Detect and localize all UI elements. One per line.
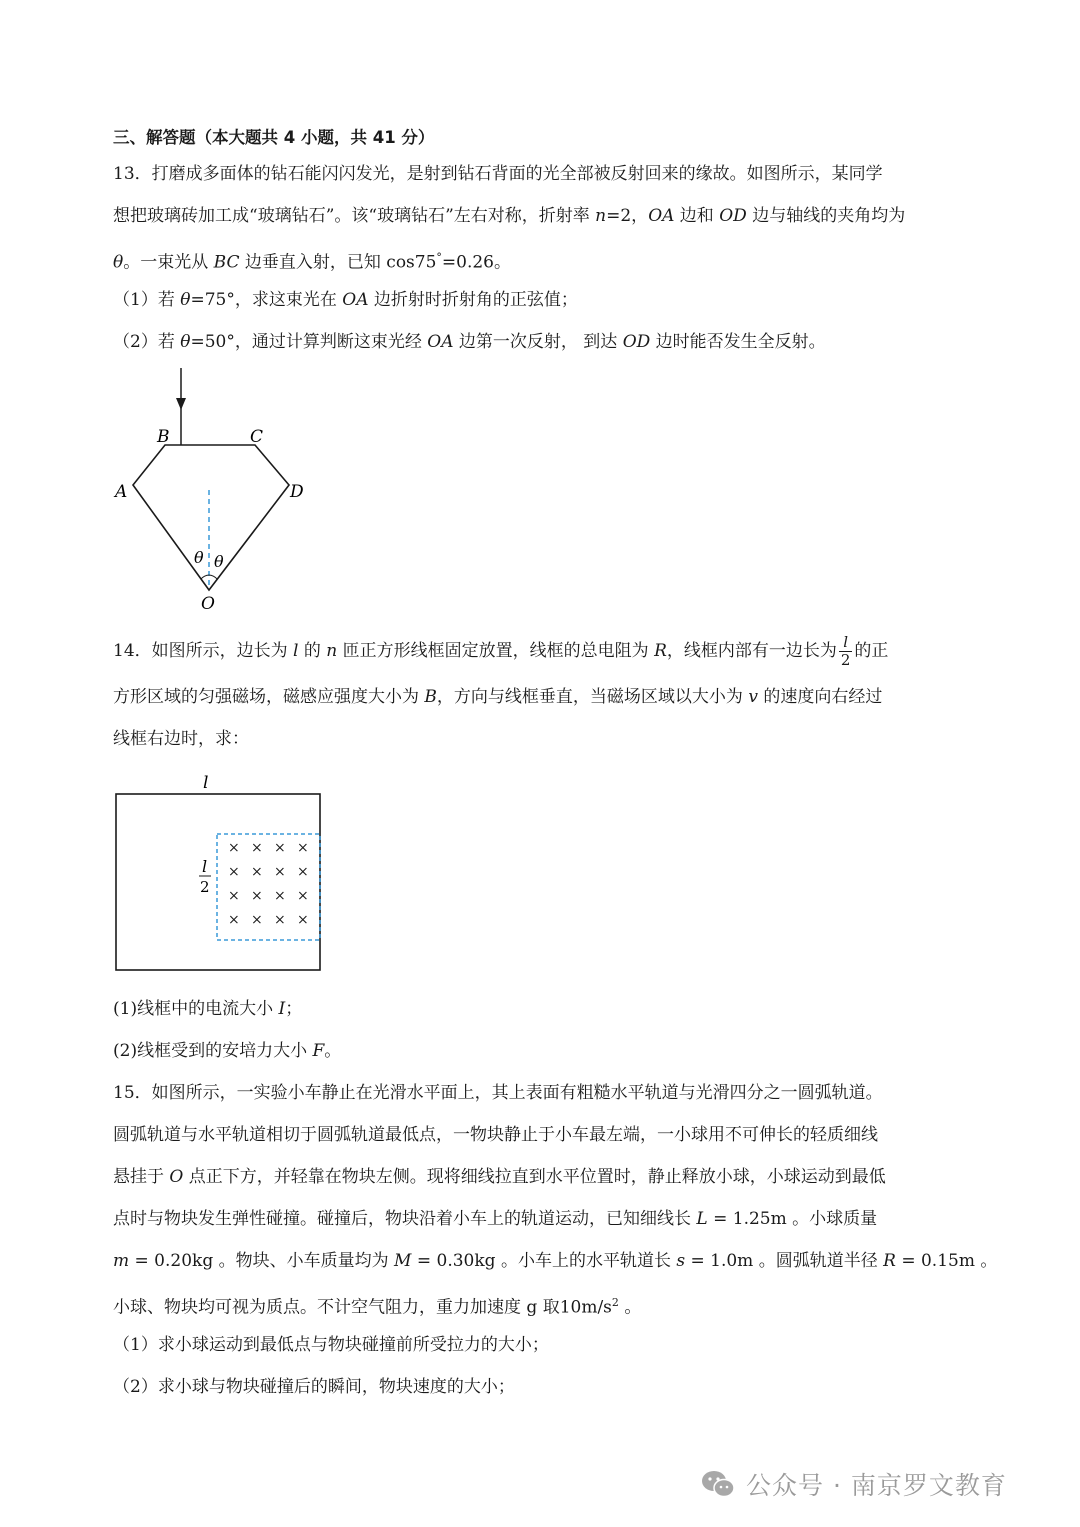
- watermark-text: 公众号 · 南京罗文教育: [746, 1471, 1007, 1500]
- field-cross: ×: [251, 864, 263, 880]
- label-frac-num: l: [202, 857, 208, 876]
- field-cross: ×: [297, 912, 309, 928]
- watermark: [700, 1464, 1007, 1504]
- field-cross: ×: [274, 912, 286, 928]
- diamond-figure: [105, 365, 325, 615]
- field-cross: ×: [228, 864, 240, 880]
- q15-line4: 点时与物块发生弹性碰撞。碰撞后，物块沿着小车上的轨道运动，已知细线长 L = 1.25m 。小球质量: [113, 1209, 878, 1229]
- field-cross: ×: [274, 840, 286, 856]
- label-D: D: [290, 482, 304, 502]
- field-cross: ×: [274, 888, 286, 904]
- q15-sub2: （2）求小球与物块碰撞后的瞬间，物块速度的大小；: [113, 1377, 515, 1397]
- angle-arc-right: [209, 575, 217, 579]
- q13-line1: 13．打磨成多面体的钻石能闪闪发光，是射到钻石背面的光全部被反射回来的缘故。如图所示，某同学: [113, 164, 883, 184]
- field-cross: ×: [251, 888, 263, 904]
- field-cross: ×: [228, 840, 240, 856]
- square-coil: [116, 794, 320, 970]
- fraction-l-over-2: $\frac{l}{2}$: [840, 633, 851, 669]
- field-cross: ×: [228, 912, 240, 928]
- q15-line1: 15．如图所示，一实验小车静止在光滑水平面上，其上表面有粗糙水平轨道与光滑四分之一圆弧轨道。: [113, 1083, 883, 1103]
- q13-sub1: （1）若 θ=75°，求这束光在 OA 边折射时折射角的正弦值；: [113, 290, 578, 310]
- field-cross: ×: [228, 888, 240, 904]
- arrow-down-icon: [176, 398, 186, 410]
- field-cross: ×: [297, 888, 309, 904]
- label-C: C: [250, 427, 264, 447]
- q15-line5: m = 0.20kg 。物块、小车质量均为 M = 0.30kg 。小车上的水平轨道长 s = 1.0m 。圆弧轨道半径 R = 0.15m 。: [113, 1251, 998, 1271]
- field-cross: ×: [297, 864, 309, 880]
- label-frac-den: 2: [200, 878, 210, 896]
- wechat-icon: [700, 1469, 736, 1499]
- q15-sub1: （1）求小球运动到最低点与物块碰撞前所受拉力的大小；: [113, 1335, 549, 1355]
- q13-line2: 想把玻璃砖加工成“玻璃钻石”。该“玻璃钻石”左右对称，折射率 n=2，OA 边和 OD 边与轴线的夹角均为: [113, 206, 906, 226]
- q13-line3: θ。一束光从 BC 边垂直入射，已知 cos75°=0.26。: [113, 251, 512, 273]
- q15-line3: 悬挂于 O 点正下方，并轻靠在物块左侧。现将细线拉直到水平位置时，静止释放小球，小球运动到最低: [113, 1167, 886, 1187]
- q15-line2: 圆弧轨道与水平轨道相切于圆弧轨道最低点，一物块静止于小车最左端，一小球用不可伸长的轻质细线: [113, 1125, 878, 1145]
- label-A: A: [115, 482, 128, 502]
- q14-sub1: (1)线框中的电流大小 I；: [113, 999, 303, 1019]
- q13-sub2: （2）若 θ=50°，通过计算判断这束光经 OA 边第一次反射， 到达 OD 边时能否发生全反射。: [113, 332, 826, 352]
- coil-field-figure: [110, 768, 330, 976]
- field-cross: ×: [297, 840, 309, 856]
- q14-line3: 线框右边时，求：: [113, 729, 249, 749]
- label-l-top: l: [203, 773, 209, 793]
- diamond-outline: [133, 445, 289, 590]
- angle-arc-left: [201, 575, 209, 579]
- section-heading: 三、解答题（本大题共 4 小题，共 41 分）: [113, 128, 435, 147]
- label-theta-left: θ: [194, 548, 204, 567]
- label-O: O: [201, 594, 215, 614]
- q15-line6: 小球、物块均可视为质点。不计空气阻力，重力加速度 g 取$10m/s^2$ 。: [113, 1296, 642, 1318]
- q14-line1: 14．如图所示，边长为 l 的 n 匝正方形线框固定放置，线框的总电阻为 R，线框内部有一边长为 $\frac{l}{2}$ 的正: [113, 633, 889, 669]
- label-theta-right: θ: [214, 552, 224, 571]
- q14-line2: 方形区域的匀强磁场，磁感应强度大小为 B，方向与线框垂直，当磁场区域以大小为 v 的速度向右经过: [113, 687, 883, 707]
- field-cross: ×: [274, 864, 286, 880]
- q14-sub2: (2)线框受到的安培力大小 F。: [113, 1041, 342, 1061]
- label-B: B: [157, 427, 170, 447]
- field-cross: ×: [251, 912, 263, 928]
- field-cross: ×: [251, 840, 263, 856]
